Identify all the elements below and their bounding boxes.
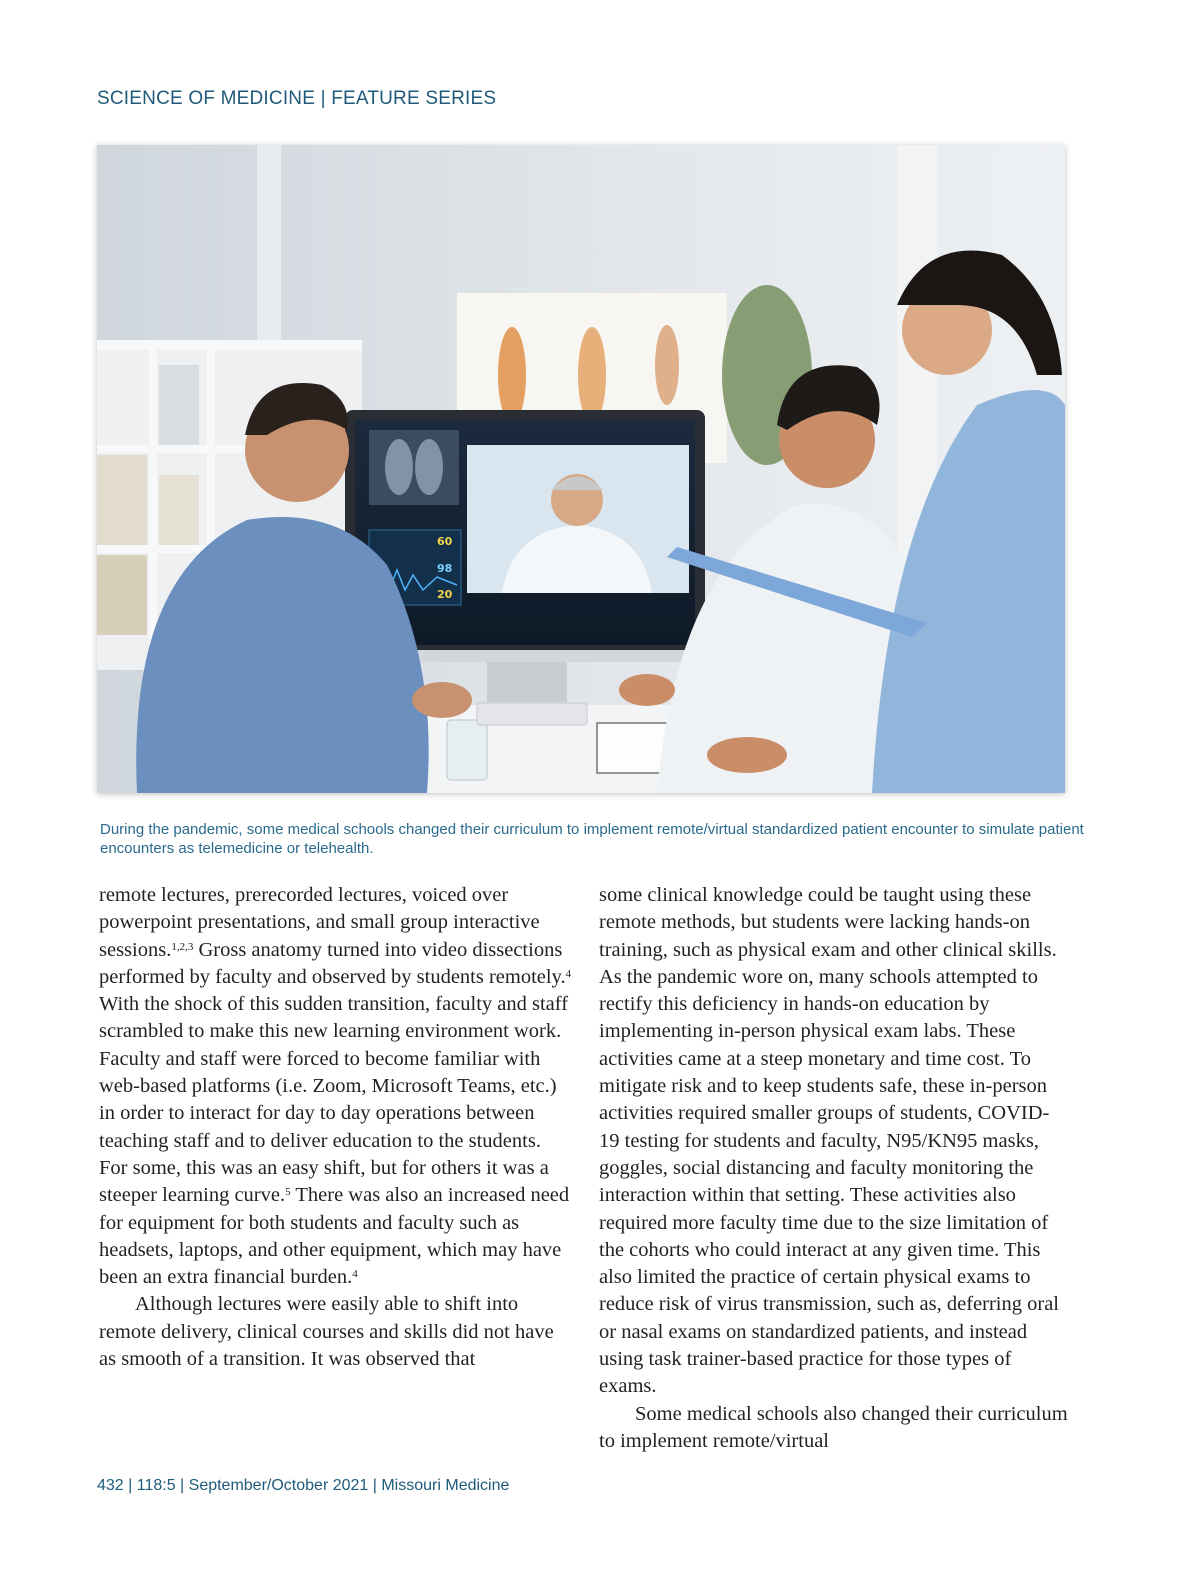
telemedicine-photo [97,145,1065,793]
vital-reading-3: 20 [437,588,453,601]
vital-reading-2: 98 [437,562,453,575]
left-column [99,882,574,1373]
citation: 4 [565,967,572,980]
right-paragraph-2: Some medical schools also changed their curriculum to implement remote/virtual [599,1402,1068,1452]
right-column [599,882,1069,1455]
vital-reading-1: 60 [437,535,453,548]
page-footer: 432 | 118:5 | September/October 2021 | Missouri Medicine [97,1477,510,1494]
text-run: remote lectures, prerecorded lectures, voiced over powerpoint presentations, and small group interactive sessions. [99,884,540,961]
right-paragraph-1: some clinical knowledge could be taught using these remote methods, but students were lacking hands-on training, such as physical exam and other clinical skills. As the pandemic wore on, many schools attempted to rectify this deficiency in hands-on education by implementing in-person physical exam labs. These activities came at a steep monetary and time cost. To mitigate risk and to keep students safe, these in-person activities required smaller groups of students, COVID-19 testing for students and faculty, N95/KN95 masks, goggles, social distancing and faculty monitoring the interaction within that setting. These activities also required more faculty time due to the size limitation of the cohorts who could interact at any given time. This also limited the practice of certain physical exams to reduce risk of virus transmission, such as, deferring oral or nasal exams on standardized patients, and instead using task trainer-based practice for those types of exams. [599,884,1059,1398]
citation: 1,2,3 [171,940,194,953]
citation: 5 [285,1186,291,1199]
vitals-readout [437,535,453,601]
left-paragraph-1 [99,882,574,1291]
running-header: SCIENCE OF MEDICINE | FEATURE SERIES [97,88,497,109]
text-run: With the shock of this sudden transition, faculty and staff scrambled to make this new learning environment work. Faculty and staff were forced to become familiar with web-based platforms (i.e. Zoom, Microsoft Teams, etc.) in order to interact for day to day operations between teaching staff and to deliver education to the students. For some, this was an easy shift, but for others it was a steeper learning curve. [99,993,569,1207]
text-run: Gross anatomy turned into video dissections performed by faculty and observed by students remotely. [99,938,566,988]
citation: 4 [352,1268,358,1281]
figure-caption: During the pandemic, some medical schools changed their curriculum to implement remote/virtual standardized patient encounter to simulate patient encounters as telemedicine or telehealth. [100,821,1084,857]
text-run: There was also an increased need for equipment for both students and faculty such as headsets, laptops, and other equipment, which may have been an extra financial burden. [99,1184,570,1289]
left-paragraph-2: Although lectures were easily able to shift into remote delivery, clinical courses and skills did not have as smooth of a transition. It was observed that [99,1293,554,1371]
